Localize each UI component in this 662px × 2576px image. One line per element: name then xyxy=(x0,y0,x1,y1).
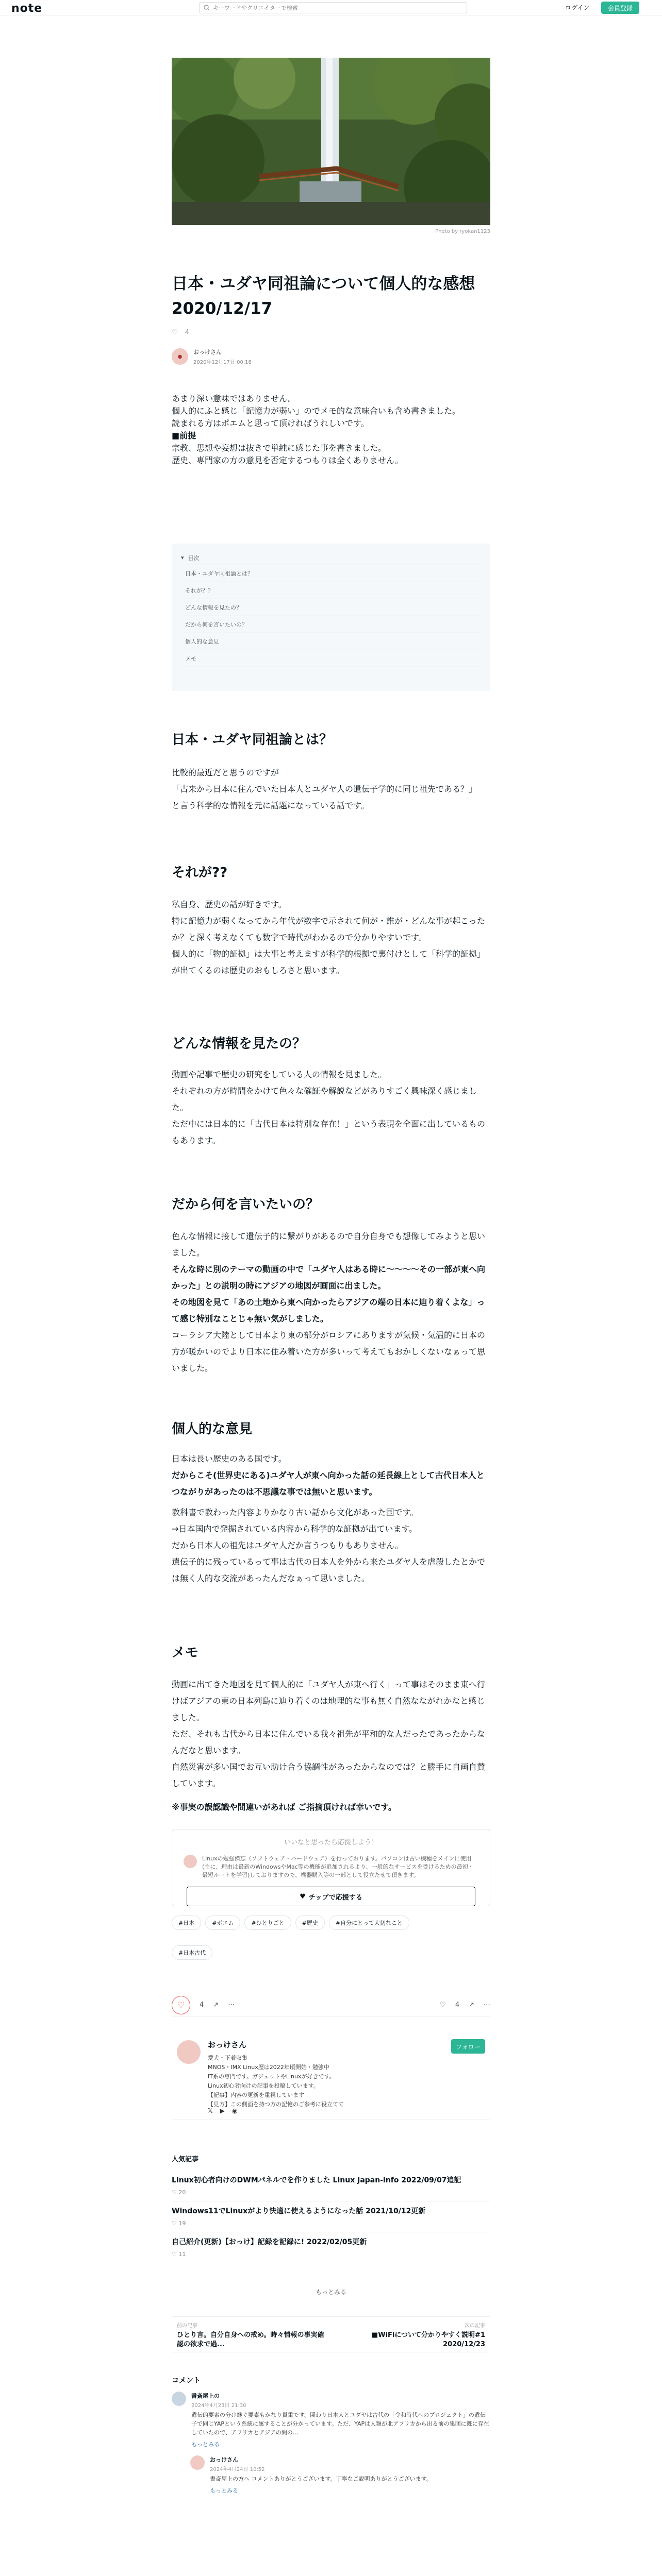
share-icon[interactable]: ↗ xyxy=(469,2001,474,2009)
rss-icon[interactable]: ◉ xyxy=(231,2107,238,2114)
paragraph: 日本は長い歴史のある国です。 xyxy=(172,1454,287,1464)
section-heading: どんな情報を見たの？ xyxy=(172,1036,306,1052)
toc-item[interactable]: だから何を言いたいの？ xyxy=(181,616,481,633)
paragraph: →日本国内で発掘されている内容から科学的な証拠が出ています。 xyxy=(172,1524,418,1534)
comments-section xyxy=(172,2375,490,2502)
paragraph: コーラシア大陸として日本より東の部分がロシアにありますが気候・気温的に日本の方が暖かいのでより日本に住み着いた方が多いって考えてもおかしくないなぁって思いました。 xyxy=(172,1330,486,1373)
section-body xyxy=(172,1228,490,1377)
section-body xyxy=(172,1066,490,1149)
publish-date: 2020年12月17日 00:18 xyxy=(193,360,252,365)
paragraph: 「古来から日本に住んでいた日本人とユダヤ人の遺伝子学的に同じ祖先である？」 xyxy=(172,784,477,794)
paragraph: ※事実の誤認識や間違いがあれば ご指摘頂ければ幸いです。 xyxy=(172,1802,396,1812)
comment-more-link[interactable]: もっとみる xyxy=(210,2487,238,2494)
like-button[interactable]: ♡ xyxy=(172,1996,190,2014)
intro-line: 歴史、専門家の方の意見を否定するつもりは全くありません。 xyxy=(172,455,403,465)
toc-item[interactable]: それが？？ xyxy=(181,582,481,599)
paragraph: 比較的最近だと思うのですが xyxy=(172,768,279,777)
search-icon xyxy=(204,5,210,11)
paragraph: 特に記憶力が弱くなってから年代が数字で示されて何が・誰が・どんな事が起こったか？と深く考えなくても数字で時代がわかるので分かりやすいです。 xyxy=(172,916,485,942)
paragraph: 個人的に「物的証拠」は大事と考えますが科学的根拠で裏付けとして「科学的証拠」が出てくるのは歴史のおもしろさと思います。 xyxy=(172,949,486,975)
section-heading: メモ xyxy=(172,1645,199,1660)
share-icon[interactable]: ↗ xyxy=(213,2001,219,2009)
section-body xyxy=(172,1451,490,1587)
support-text: Linuxの勉強備忘（ソフトウェア・ハードウェア）を行っております。パソコンは古い機種をメインに使用(主に、理由は最新のWindowsやMac等の機能が追加されるより、一般的なサービスを受けるための最初・最短ルートを学習)しておりますので、機器購入等の一部として役立たせて頂きます。 xyxy=(202,1855,474,1878)
youtube-icon[interactable]: ▶ xyxy=(220,2107,225,2114)
author-name[interactable]: おっけさん xyxy=(193,349,222,355)
section-body xyxy=(172,765,490,814)
toc-header[interactable]: ▾ 目次 xyxy=(181,551,481,565)
top-header xyxy=(0,0,662,15)
more-link[interactable]: もっとみる xyxy=(315,2289,346,2296)
section-heading: それが?? xyxy=(172,865,228,880)
note-logo[interactable]: note xyxy=(11,2,43,15)
search-input[interactable] xyxy=(213,5,440,11)
like-count: 4 xyxy=(185,329,189,336)
login-link[interactable]: ログイン xyxy=(565,4,590,11)
comments-header: コメント xyxy=(172,2377,201,2385)
comment: おっけさん 2024年4月24日 10:52 書斎屋上の方へ コメントありがとうございます。丁寧なご説明ありがとうございます。 もっとみる xyxy=(190,2455,490,2495)
paragraph: ただ、それも古代から日本に住んでいる我々祖先が平和的な人だったであったからなんだなと思います。 xyxy=(172,1729,485,1755)
photo-credit: Photo by ryokan1123 xyxy=(435,229,490,234)
section-body xyxy=(172,896,490,979)
search-box[interactable] xyxy=(199,2,467,13)
paragraph: 動画や記事で歴史の研究をしている人の情報を見ました。 xyxy=(172,1070,387,1079)
avatar[interactable] xyxy=(177,2040,201,2064)
next-article[interactable]: 次の記事 ■WiFiについて分かりやすく説明#1 2020/12/23 xyxy=(371,2323,485,2348)
article-navigation xyxy=(172,2316,490,2352)
support-box xyxy=(172,1829,490,1906)
avatar[interactable] xyxy=(190,2455,205,2470)
tag[interactable]: #日本古代 xyxy=(172,1945,212,1960)
article-intro xyxy=(172,393,490,467)
tag[interactable]: #ポエム xyxy=(205,1916,240,1930)
comment: 書斎屋上の 2024年4月23日 21:30 遺伝的要素の分け継ぐ要素もかなり貴重です。関わり日本人とユダヤは古代の「令和時代へのプロジェクト」の遺伝子で同じYAPという系統に属することが分かっています。ただ、YAPは人類が北アフリカから出る前の集団に既に存在していたので、アフリカとアジアの間の… もっとみる xyxy=(172,2392,490,2448)
author-profile xyxy=(172,2035,490,2120)
paragraph: 私自身、歴史の話が好きです。 xyxy=(172,900,287,909)
toc-item[interactable]: 個人的な意見 xyxy=(181,633,481,650)
paragraph: 自然災害が多い国でお互い助け合う協調性があったからなのでは？と勝手に自画自賛しています。 xyxy=(172,1762,485,1788)
profile-bio: 愛犬・下着収集 MNOS・IMX Linux歴は2022年頃開始・勉強中 IT系の専門です。ガジェットやLinuxが好きです。 Linux初心者向けの記事を投稿しています。 【記事】内容の更新を重視しています 【見方】この側面を持つ方の記憶のご参考に役立てて xyxy=(208,2055,344,2108)
toc-item[interactable]: どんな情報を見たの？ xyxy=(181,599,481,616)
intro-line: 宗教、思想や妄想は抜きで単純に感じた事を書きました。 xyxy=(172,443,387,453)
heart-outline-icon[interactable]: ♡ xyxy=(172,329,178,336)
action-bar xyxy=(172,1994,490,2016)
paragraph: 教科書で教わった内容よりかなり古い話から文化があった国です。 xyxy=(172,1507,419,1517)
follow-button[interactable]: フォロー xyxy=(451,2039,485,2054)
support-body xyxy=(184,1855,478,1879)
x-icon[interactable]: 𝕏 xyxy=(208,2107,213,2114)
heart-icon: ♥ xyxy=(300,1892,306,1901)
social-icons xyxy=(208,2107,237,2114)
tag[interactable]: #歴史 xyxy=(295,1916,325,1930)
intro-line: あまり深い意味ではありません。 xyxy=(172,394,296,403)
list-item[interactable]: Linux初心者向けのDWMパネルでを作りました Linux Japan-info 2022/09/07追記 ♡ 20 xyxy=(172,2171,490,2201)
intro-line: 読まれる方はポエムと思って頂ければうれしいです。 xyxy=(172,418,369,428)
section-heading: 日本・ユダヤ同祖論とは？ xyxy=(172,732,333,748)
paragraph: それぞれの方が時間をかけて色々な確証や解説などがありすごく興味深く感じました。 xyxy=(172,1086,477,1112)
register-button[interactable]: 会員登録 xyxy=(601,2,639,14)
support-title: いいなと思ったら応援しよう！ xyxy=(284,1839,378,1846)
list-item[interactable]: Windows11でLinuxがより快適に使えるようになった話 2021/10/12更新 ♡ 19 xyxy=(172,2201,490,2232)
more-icon[interactable]: ⋯ xyxy=(228,2001,235,2009)
avatar xyxy=(184,1855,197,1868)
toc-item[interactable]: 日本・ユダヤ同祖論とは？ xyxy=(181,565,481,582)
list-item[interactable]: 自己紹介(更新)【おっけ】記録を記録に! 2022/02/05更新 ♡ 11 xyxy=(172,2232,490,2263)
like-count-right: 4 xyxy=(455,2001,460,2009)
tip-button[interactable]: ♥ チップで応援する xyxy=(187,1887,475,1906)
tag[interactable]: #日本 xyxy=(172,1916,201,1930)
paragraph: 動画に出てきた地図を見て個人的に「ユダヤ人が東へ行く」って事はそのまま東へ行けばアジアの東の日本列島に辿り着くのは地理的な事も無く自然なながれかなと感じました。 xyxy=(172,1680,486,1722)
paragraph: 遺伝子的に残っているって事は古代の日本人を外から来たユダヤ人を虐殺したとかでは無く人的な交流があったんだなぁって思いました。 xyxy=(172,1557,486,1583)
paragraph: だからこそ(世界史にある)ユダヤ人が東へ向かった話の延長線上として古代日本人とつながりがあったのは不思議な事では無いと思います。 xyxy=(172,1470,485,1497)
toc-item[interactable]: メモ xyxy=(181,650,481,667)
like-count: 4 xyxy=(200,2001,204,2009)
avatar[interactable] xyxy=(172,2392,186,2406)
prev-article[interactable]: 前の記事 ひとり言。自分自身への戒め。時々情報の事実確認の欲求で過... xyxy=(177,2323,324,2348)
paragraph: 色んな情報に接して遺伝子的に繋がりがあるので自分自身でも想像してみようと思いました。 xyxy=(172,1231,486,1258)
paragraph: と言う科学的な情報を元に話題になっている話です。 xyxy=(172,801,369,810)
intro-line: ■前提 xyxy=(172,431,196,440)
profile-name[interactable]: おっけさん xyxy=(208,2040,247,2049)
paragraph: だから日本人の祖先はユダヤ人だか言うつもりもありません。 xyxy=(172,1540,403,1550)
more-icon[interactable]: ⋯ xyxy=(484,2001,490,2009)
article-meta-likes xyxy=(172,329,189,336)
table-of-contents xyxy=(172,544,490,691)
article-title: 日本・ユダヤ同祖論について個人的な感想2020/12/17 xyxy=(172,275,475,318)
hero-image xyxy=(172,58,490,225)
tag[interactable]: #ひとりごと xyxy=(244,1916,291,1930)
paragraph: ただ中には日本的に「古代日本は特別な存在！」という表現を全面に出しているものもあります。 xyxy=(172,1119,486,1145)
section-body xyxy=(172,1676,490,1816)
tag-list xyxy=(172,1916,490,1930)
author-block xyxy=(172,348,252,365)
toc-toggle-icon[interactable]: ▾ xyxy=(181,554,184,561)
comment-more-link[interactable]: もっとみる xyxy=(191,2441,220,2448)
popular-articles xyxy=(172,2154,490,2263)
heart-outline-icon[interactable]: ♡ xyxy=(440,2001,446,2009)
section-heading: だから何を言いたいの？ xyxy=(172,1197,320,1212)
tag[interactable]: #自分にとって大切なこと xyxy=(329,1916,409,1930)
paragraph: その地図を見て「あの土地から東へ向かったらアジアの端の日本に辿り着くよな」って感じ特別なことじゃ無い気がしました。 xyxy=(172,1297,485,1324)
intro-line: 個人的にふと感じ「記憶力が弱い」のでメモ的な意味合いも含め書きました。 xyxy=(172,406,461,416)
paragraph: そんな時に別のテーマの動画の中で「ユダヤ人はある時に〜〜〜〜その一部が東へ向かった」との説明の時にアジアの地図が画面に出ました。 xyxy=(172,1264,486,1291)
section-heading: 個人的な意見 xyxy=(172,1421,253,1437)
popular-header: 人気記事 xyxy=(172,2156,199,2163)
avatar[interactable]: ● xyxy=(172,348,188,365)
